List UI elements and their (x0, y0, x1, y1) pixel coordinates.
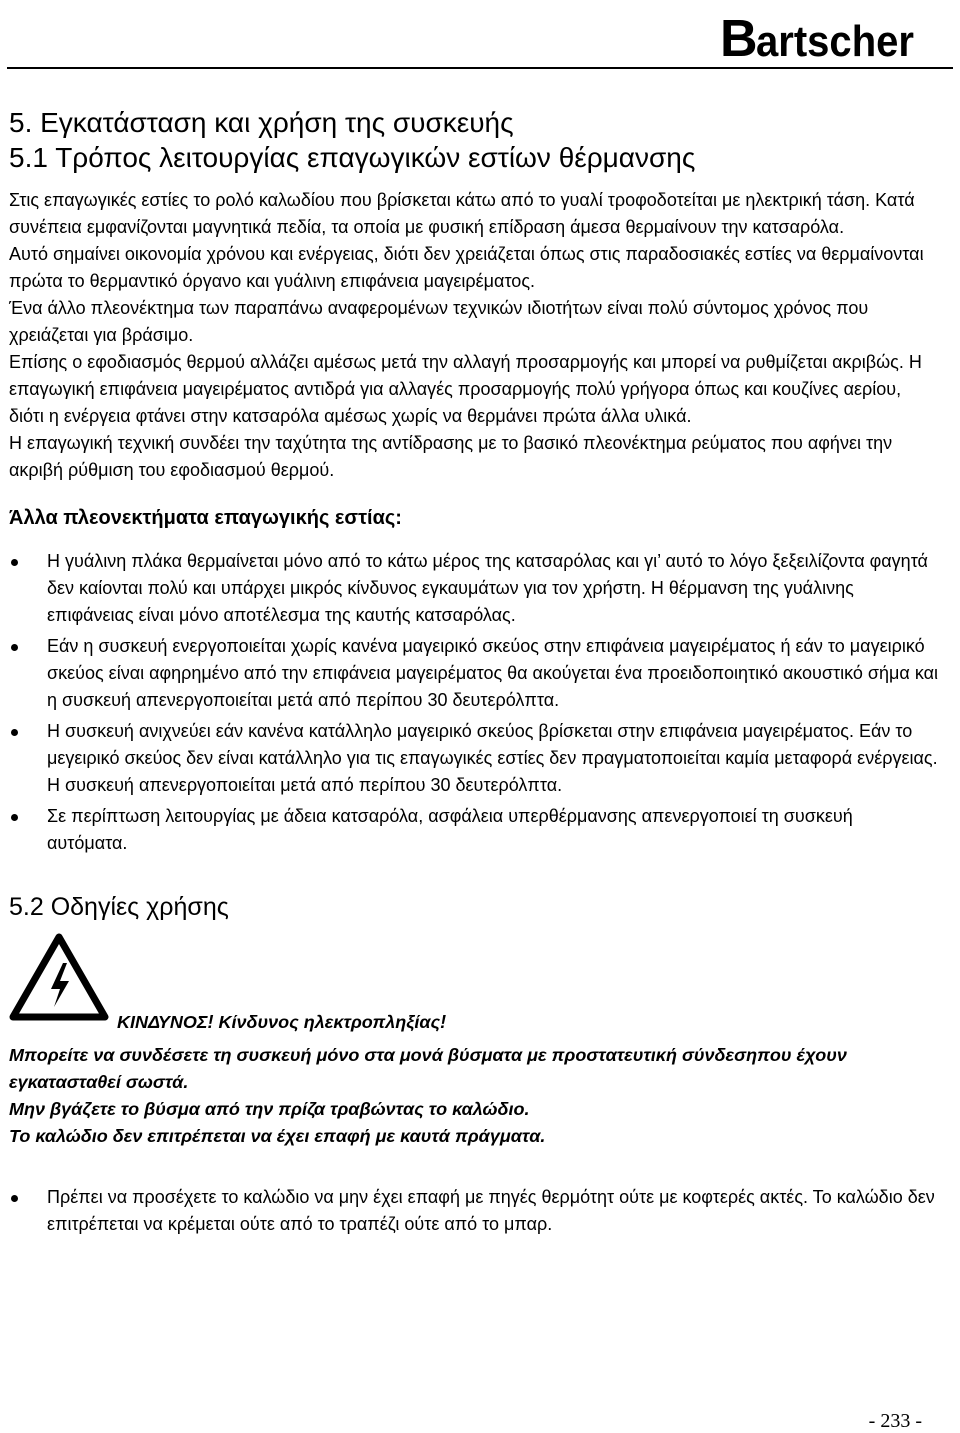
list-item-text: Εάν η συσκευή ενεργοποιείται χωρίς κανένα μαγειρικό σκεύος στην επιφάνεια μαγειρέματος ή εάν το μαγειρικό σκεύος είναι αφηρημένο από την επιφάνεια μαγειρέματος θα ακούγεται ένα προειδοποιητικό ακουστικό σήμα και η συσκευή απενεργοποιείται μετά από περίπου 30 δευτερόλπτα. (47, 636, 938, 710)
list-item (9, 633, 938, 714)
paragraph: Αυτό σημαίνει οικονομία χρόνου και ενέργειας, διότι δεν χρειάζεται όπως στις παραδοσιακές εστίες να θερμαίνονται πρώτα το θερμαντικό όργανο και γυάλινη επιφάνεια μαγειρέματος. (9, 244, 924, 291)
warning-text (9, 1042, 938, 1150)
page-content (9, 105, 938, 1242)
warning-title: ΚΙΝΔΥΝΟΣ! Κίνδυνος ηλεκτροπληξίας! (117, 1012, 447, 1032)
bartscher-logo (720, 6, 916, 68)
usage-list (9, 1184, 938, 1238)
page-number: - 233 - (868, 1410, 922, 1432)
usage-heading: 5.2 Οδηγίες χρήσης (9, 893, 229, 921)
intro-paragraphs (9, 187, 938, 484)
list-item (9, 718, 938, 799)
list-item-text: Η γυάλινη πλάκα θερμαίνεται μόνο από το κάτω μέρος της κατσαρόλας και γι’ αυτό το λόγο ξεξειλίζοντα φαγητά δεν καίονται πολύ και υπάρχει μικρός κίνδυνος εγκαυμάτων για τον χρήστη. Η θέρμανση της γυάλινης επιφάνειας είναι μόνο αποτέλεσμα της καυτής κατσαρόλας. (47, 551, 928, 625)
list-item (9, 803, 938, 857)
paragraph: Η επαγωγική τεχνική συνδέει την ταχύτητα της αντίδρασης με το βασικό πλεονέκτημα ρεύματος που αφήνει την ακριβή ρύθμιση του εφοδιασμού θερμού. (9, 433, 893, 480)
electric-hazard-icon (9, 933, 109, 1021)
list-item-text: Πρέπει να προσέχετε το καλώδιο να μην έχει επαφή με πηγές θερμότητ ούτε με κοφτερές ακτές. Το καλώδιο δεν επιτρέπεται να κρέμεται ούτε από το τραπέζι ούτε από το μπαρ. (47, 1187, 935, 1234)
list-item-text: Σε περίπτωση λειτουργίας με άδεια κατσαρόλα, ασφάλεια υπερθέρμανσης απενεργοποιεί τη συσκευή αυτόματα. (47, 806, 853, 853)
warning-block (9, 933, 938, 1045)
warning-line: Μην βγάζετε το βύσμα από την πρίζα τραβώντας το καλώδιο. (9, 1099, 530, 1119)
paragraph: Επίσης ο εφοδιασμός θερμού αλλάζει αμέσως μετά την αλλαγή προσαρμογής και μπορεί να ρυθμίζεται ακριβώς. Η επαγωγική επιφάνεια μαγειρέματος αντιδρά για αλλαγές προσαρμογής πολύ γρήγορα όπως και κουζίνες αερίου, διότι η ενέργεια φτάνει στην κατσαρόλα αμέσως χωρίς να θερμάνει πρώτα άλλα υλικά. (9, 352, 922, 426)
paragraph: Στις επαγωγικές εστίες το ρολό καλωδίου που βρίσκεται κάτω από το γυαλί τροφοδοτείται με ηλεκτρική τάση. Κατά συνέπεια εμφανίζονται μαγνητικά πεδία, τα οποία με φυσική επίδραση άμεσα θερμαίνουν την κατσαρόλα. (9, 190, 915, 237)
bullet-icon (11, 814, 18, 821)
svg-text:B: B (720, 10, 758, 68)
list-item-text: Η συσκευή ανιχνεύει εάν κανένα κατάλληλο μαγειρικό σκεύος βρίσκεται στην επιφάνεια μαγειρέματος. Εάν το μεγειρικό σκεύος δεν είναι κατάλληλο για τις επαγωγικές εστίες δεν πραγματοποιείται καμία μεταφορά ενέργειας. Η συσκευή απενεργοποιείται μετά από περίπου 30 δευτερόλπτα. (47, 721, 938, 795)
advantages-heading: Άλλα πλεονεκτήματα επαγωγικής εστίας: (9, 507, 402, 529)
advantages-list (9, 548, 938, 857)
paragraph: Ένα άλλο πλεονέκτημα των παραπάνω αναφερομένων τεχνικών ιδιοτήτων είναι πολύ σύντομος χρόνος που χρειάζεται για βράσιμο. (9, 298, 869, 345)
header-rule (7, 67, 953, 69)
bullet-icon (11, 1195, 18, 1202)
svg-text:artscher: artscher (756, 17, 914, 66)
section-title: 5. Εγκατάσταση και χρήση της συσκευής (9, 107, 514, 138)
bullet-icon (11, 729, 18, 736)
bullet-icon (11, 559, 18, 566)
warning-line: Μπορείτε να συνδέσετε τη συσκευή μόνο στα μονά βύσματα με προστατευτική σύνδεσηπου έχουν εγκατασταθεί σωστά. (9, 1045, 847, 1092)
list-item (9, 548, 938, 629)
list-item (9, 1184, 938, 1238)
section-subtitle: 5.1 Τρόπος λειτουργίας επαγωγικών εστίων θέρμανσης (9, 142, 696, 173)
bullet-icon (11, 644, 18, 651)
warning-line: Το καλώδιο δεν επιτρέπεται να έχει επαφή με καυτά πράγματα. (9, 1126, 546, 1146)
